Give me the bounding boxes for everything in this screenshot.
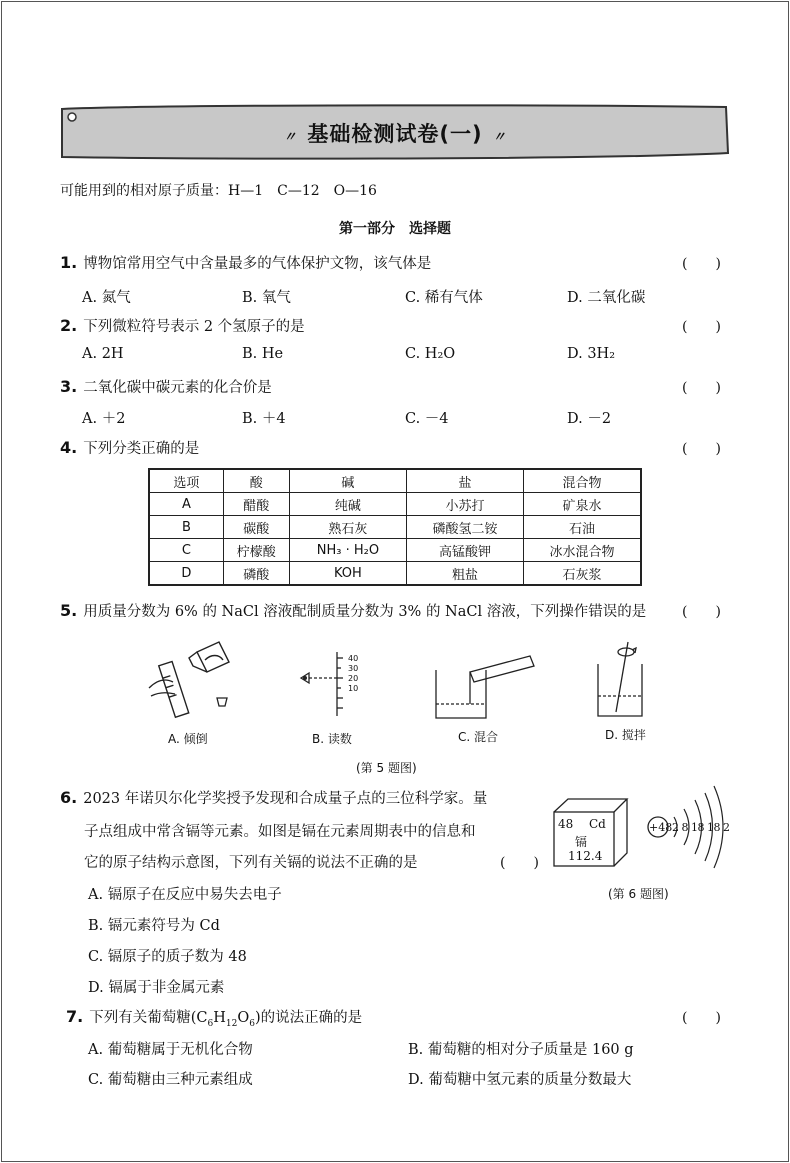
table-header: 碱	[289, 469, 406, 493]
q7-option-d: D. 葡萄糖中氢元素的质量分数最大	[408, 1072, 632, 1088]
caption-a: A. 倾倒	[168, 732, 208, 746]
q1-option-c: C. 稀有气体	[405, 290, 483, 306]
pouring-figure	[145, 640, 235, 722]
caption-b: B. 读数	[312, 732, 352, 746]
atom-nucleus-charge: +48	[649, 821, 673, 834]
question-3: 3. 二氧化碳中碳元素的化合价是	[60, 377, 272, 396]
table-cell: NH₃ · H₂O	[289, 539, 406, 562]
answer-paren-6: ( )	[500, 855, 539, 871]
page-title: 〃 基础检测试卷(一) 〃	[283, 122, 507, 146]
answer-paren-3: ( )	[682, 380, 721, 396]
answer-paren-2: ( )	[682, 319, 721, 335]
caption-d: D. 搅拌	[605, 728, 646, 742]
question-6-line-3: 它的原子结构示意图，下列有关镉的说法不正确的是	[84, 855, 418, 871]
classification-table	[148, 468, 642, 586]
table-cell: 石油	[524, 516, 642, 539]
table-cell: 小苏打	[407, 493, 524, 516]
table-cell: B	[149, 516, 223, 539]
cylinder-tick-labels	[348, 654, 358, 694]
table-cell: A	[149, 493, 223, 516]
q6-option-b: B. 镉元素符号为 Cd	[88, 918, 220, 934]
figure-6-caption: (第 6 题图)	[608, 887, 669, 901]
table-header: 酸	[223, 469, 289, 493]
mixing-figure	[430, 652, 540, 724]
question-1: 1. 博物馆常用空气中含量最多的气体保护文物，该气体是	[60, 253, 432, 272]
q1-option-a: A. 氮气	[82, 290, 131, 306]
q7-option-a: A. 葡萄糖属于无机化合物	[88, 1042, 253, 1058]
question-7: 7. 下列有关葡萄糖$(C_6H_{12}O_6)$的说法正确的是	[66, 1007, 363, 1029]
section-heading: 第一部分 选择题	[339, 221, 451, 237]
q3-option-d: D. －2	[567, 411, 612, 427]
q3-option-c: C. －4	[405, 411, 449, 427]
stirring-figure	[590, 636, 650, 722]
question-2: 2. 下列微粒符号表示 2 个氢原子的是	[60, 316, 305, 335]
q7-option-c: C. 葡萄糖由三种元素组成	[88, 1072, 253, 1088]
table-row	[149, 562, 641, 586]
answer-paren-1: ( )	[682, 256, 721, 272]
element-name: 镉	[575, 835, 588, 849]
element-mass: 112.4	[568, 849, 603, 863]
tick-label: 40	[348, 654, 359, 663]
table-cell: 高锰酸钾	[407, 539, 524, 562]
table-header-row	[149, 469, 641, 493]
tick-label: 30	[348, 664, 359, 673]
answer-paren-5: ( )	[682, 604, 721, 620]
q1-option-d: D. 二氧化碳	[567, 290, 646, 306]
table-cell: 粗盐	[407, 562, 524, 586]
atomic-masses: 可能用到的相对原子质量：H—1 C—12 O—16	[60, 183, 377, 199]
table-cell: 磷酸	[223, 562, 289, 586]
question-6-line-1: 6. 2023 年诺贝尔化学奖授予发现和合成量子点的三位科学家。量	[60, 788, 488, 807]
table-cell: 石灰浆	[524, 562, 642, 586]
q6-option-a: A. 镉原子在反应中易失去电子	[88, 887, 282, 903]
table-header: 选项	[149, 469, 223, 493]
q2-option-a: A. 2H	[82, 346, 124, 362]
answer-paren-7: ( )	[682, 1010, 721, 1026]
q3-option-a: A. ＋2	[82, 411, 126, 427]
q1-option-b: B. 氧气	[242, 290, 291, 306]
question-5: 5. 用质量分数为 6% 的 NaCl 溶液配制质量分数为 3% 的 NaCl 溶液，下列操作错误的是	[60, 601, 647, 620]
table-row	[149, 516, 641, 539]
table-cell: 碳酸	[223, 516, 289, 539]
table-cell: 醋酸	[223, 493, 289, 516]
tick-label: 20	[348, 674, 359, 683]
table-header: 混合物	[524, 469, 642, 493]
tick-label: 10	[348, 684, 359, 693]
q3-option-b: B. ＋4	[242, 411, 286, 427]
q6-option-c: C. 镉原子的质子数为 48	[88, 949, 247, 965]
table-cell: 熟石灰	[289, 516, 406, 539]
atom-shell-electrons: 2 8 18 18 2	[672, 821, 730, 834]
table-cell: 磷酸氢二铵	[407, 516, 524, 539]
caption-c: C. 混合	[458, 730, 499, 744]
figure-5-caption: (第 5 题图)	[356, 761, 417, 775]
q2-option-b: B. He	[242, 346, 284, 362]
element-atomic-number: 48	[558, 817, 574, 831]
q7-option-b: B. 葡萄糖的相对分子质量是 160 g	[408, 1042, 634, 1058]
answer-paren-4: ( )	[682, 441, 721, 457]
q2-option-c: C. H₂O	[405, 346, 456, 362]
element-symbol: Cd	[589, 817, 606, 831]
table-cell: 纯碱	[289, 493, 406, 516]
q6-option-d: D. 镉属于非金属元素	[88, 980, 225, 996]
table-cell: C	[149, 539, 223, 562]
table-cell: KOH	[289, 562, 406, 586]
table-row	[149, 493, 641, 516]
table-cell: 矿泉水	[524, 493, 642, 516]
table-cell: 冰水混合物	[524, 539, 642, 562]
question-4: 4. 下列分类正确的是	[60, 438, 200, 457]
question-6-line-2: 子点组成中常含镉等元素。如图是镉在元素周期表中的信息和	[84, 824, 476, 840]
table-cell: D	[149, 562, 223, 586]
table-cell: 柠檬酸	[223, 539, 289, 562]
q2-option-d: D. 3H₂	[567, 346, 616, 362]
table-header: 盐	[407, 469, 524, 493]
table-row	[149, 539, 641, 562]
